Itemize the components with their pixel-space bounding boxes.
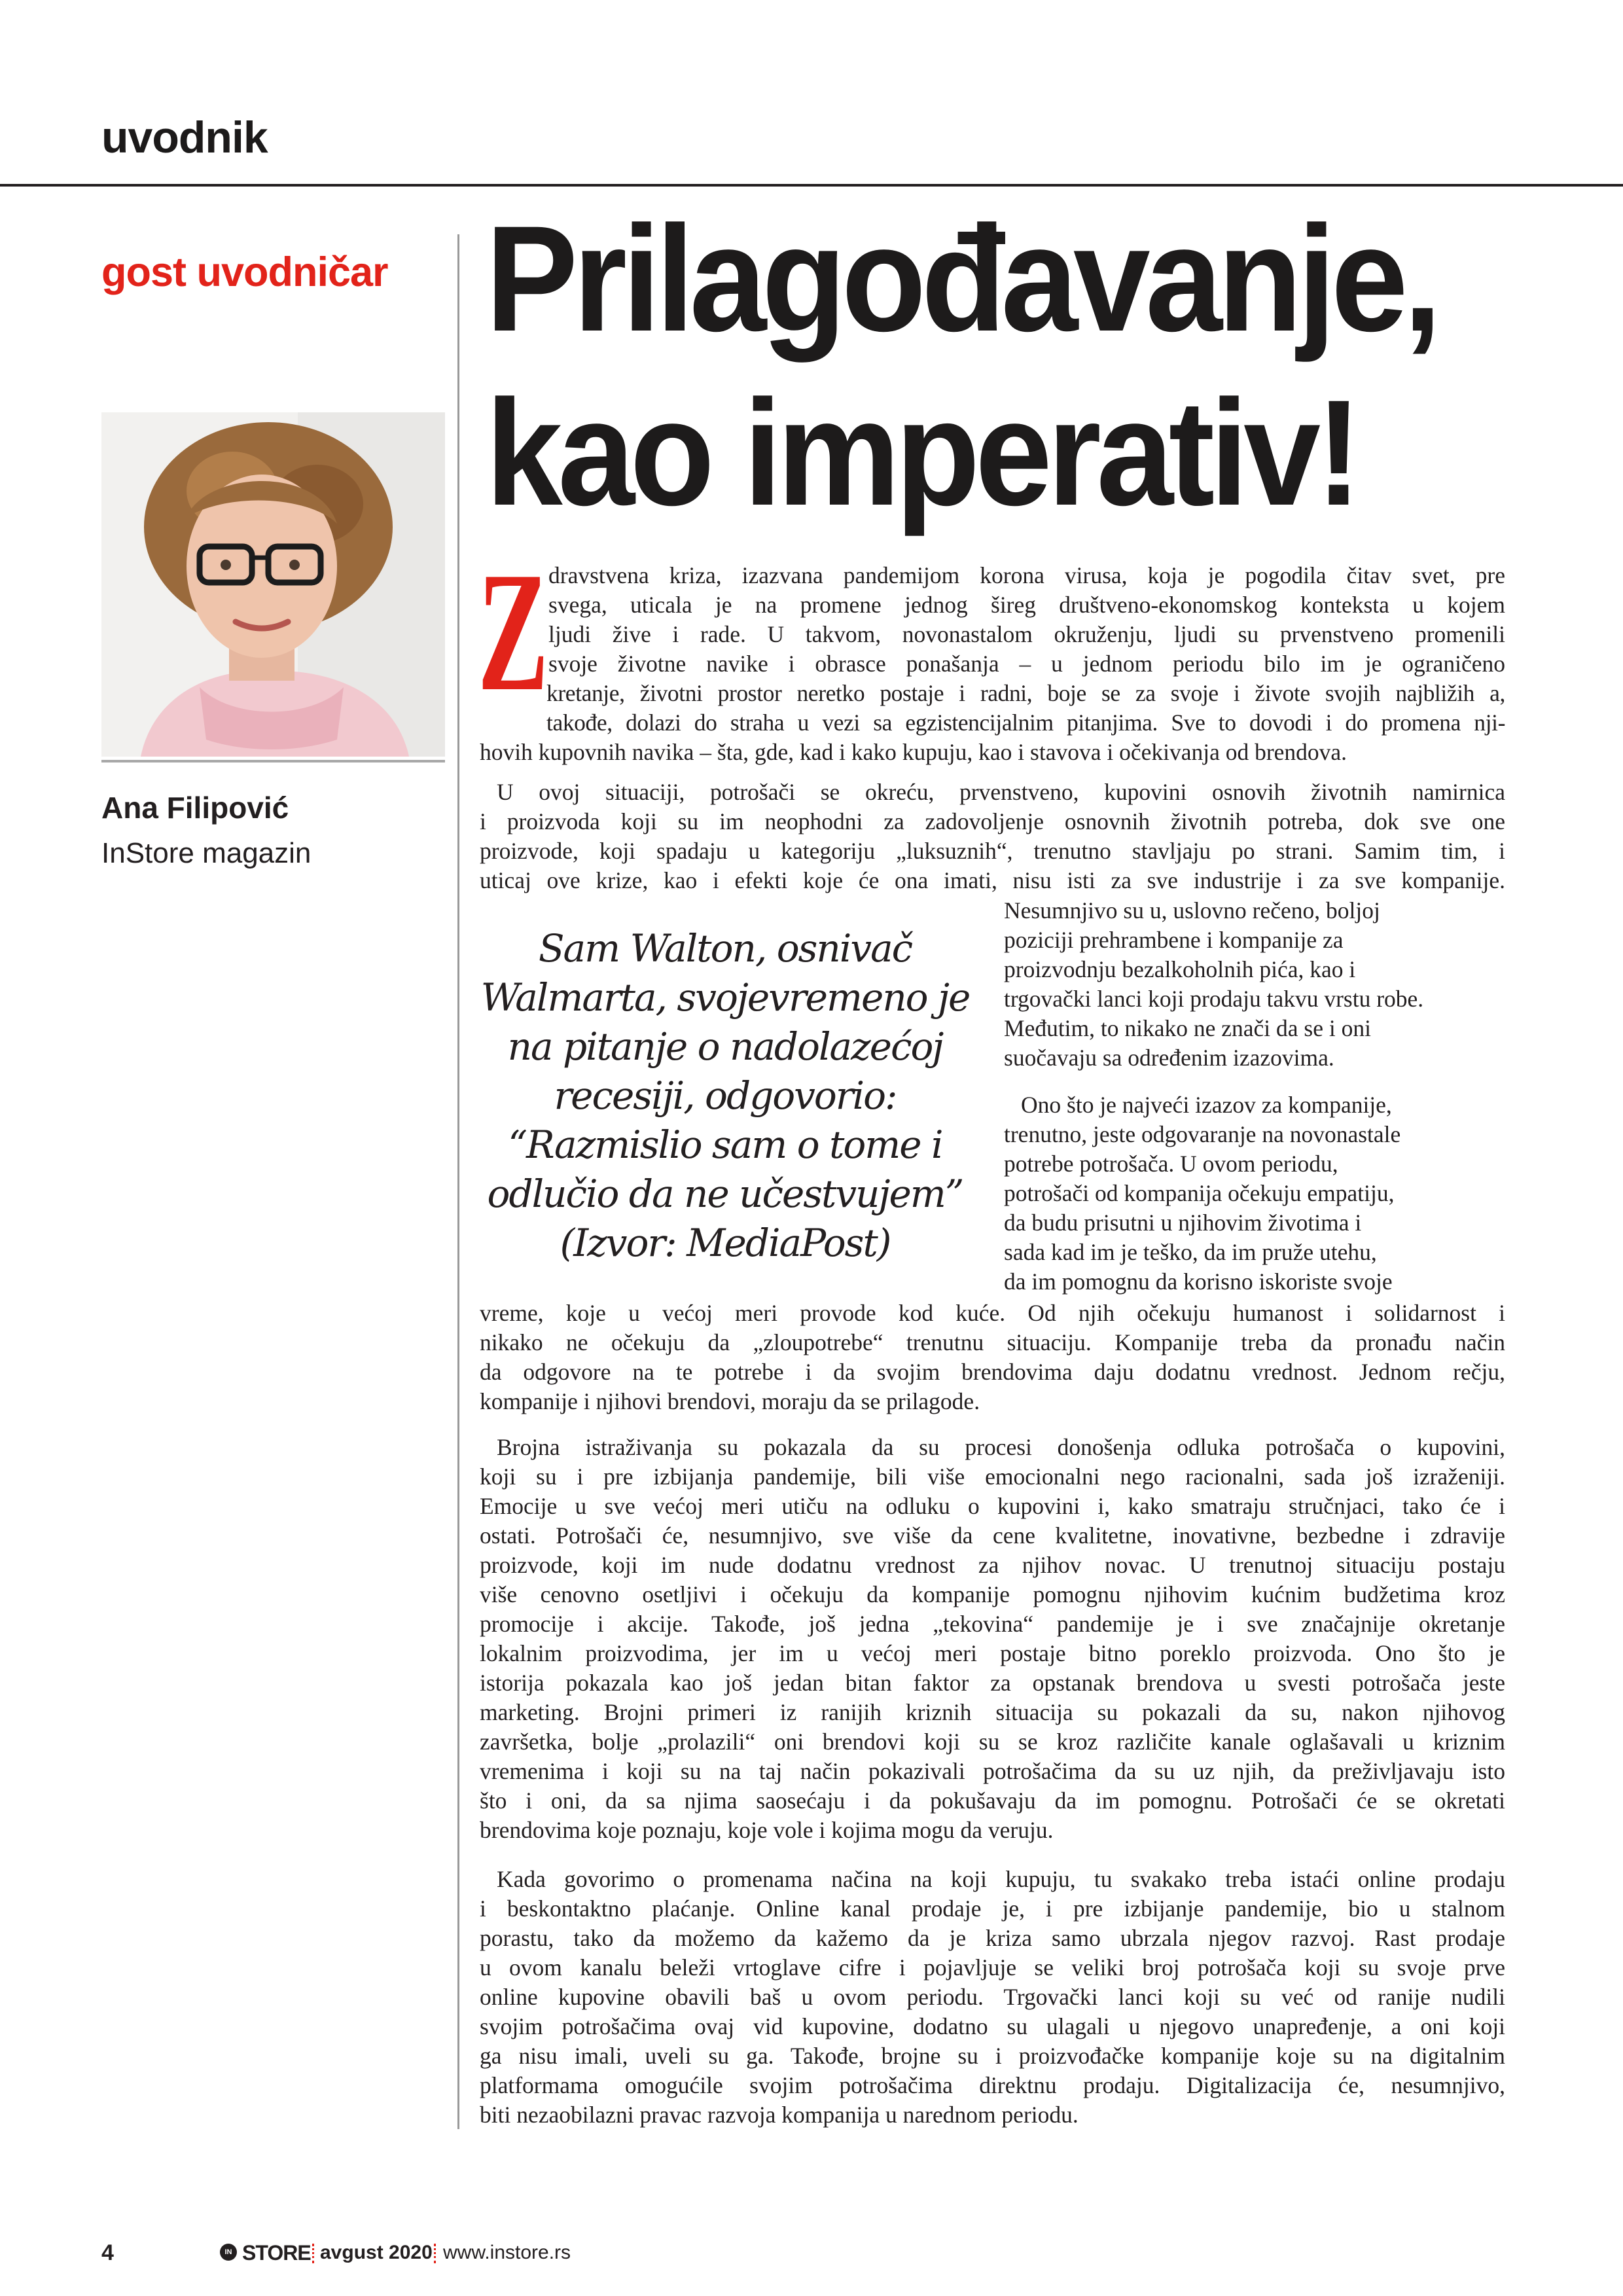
pull-quote-line: recesiji, odgovorio: — [554, 1073, 897, 1118]
pull-quote-line: Sam Walton, osnivač — [538, 926, 912, 971]
text-line: svoje životne navike i obrasce ponašanja – u jednom periodu bilo im je ograničeno — [548, 651, 1505, 677]
paragraph-block — [480, 1433, 1505, 1845]
pull-quote — [480, 924, 971, 1268]
pull-quote-line: (Izvor: MediaPost) — [560, 1221, 891, 1265]
author-organization: InStore magazin — [101, 837, 312, 869]
text-line: platformama omogućile svojim potrošačima direktnu prodaju. Digitalizacija će, nesumnjivo, — [480, 2072, 1505, 2098]
text-line: dravstvena kriza, izazvana pandemijom korona virusa, koja je pogodila čitav svet, pre — [548, 562, 1505, 588]
text-line: porastu, tako da možemo da kažemo da je kriza samo ubrzala njegov razvoj. Rast prodaje — [480, 1925, 1505, 1951]
guest-editor-label: gost uvodničar — [101, 249, 388, 295]
text-line: da odgovore na te potrebe i da svojim brendovima daju dodatnu vrednost. Jednom rečju, — [480, 1359, 1505, 1385]
paragraph-block — [1004, 896, 1508, 1073]
text-line: da im pomognu da korisno iskoriste svoje — [1004, 1268, 1393, 1295]
paragraph-block — [1004, 1090, 1508, 1297]
text-line: Međutim, to nikako ne znači da se i oni — [1004, 1015, 1371, 1041]
paragraph-block — [480, 561, 1505, 767]
text-line: završetka, bolje „prolazili“ oni brendovi koji su se kroz različite kanale oglašavali u kriznim — [480, 1729, 1505, 1755]
text-line: više cenovno osetljivi i očekuju da kompanije pomognu njihovim kućnim budžetima kroz — [480, 1581, 1505, 1607]
text-line: Kada govorimo o promenama načina na koji kupuju, tu svakako treba istaći online prodaju — [497, 1866, 1505, 1892]
text-line: sada kad im je teško, da im pruže utehu, — [1004, 1239, 1377, 1265]
text-line: koji su i pre izbijanja pandemije, bili više emocionalni nego racionalni, sada još izraženiji. — [480, 1463, 1505, 1490]
article-title — [486, 192, 1437, 540]
text-line: ostati. Potrošači će, nesumnjivo, sve više da cene kvalitetne, inovativne, bezbedne i zdravije — [480, 1522, 1505, 1549]
text-line: u ovom kanalu beleži vrtoglave cifre i pojavljuje se veliki broj potrošača koji su svoje prve — [480, 1954, 1505, 1981]
text-line: trenutno, jeste odgovaranje na novonastale — [1004, 1121, 1401, 1147]
magazine-logo-text: STORE — [242, 2241, 311, 2265]
author-photo — [101, 412, 445, 757]
text-line: proizvode, koji im nude dodatnu vrednost za njihov novac. U trenutnoj situaciju postaju — [480, 1552, 1505, 1578]
text-line: Emocije u sve većoj meri utiču na odluku o kupovini i, kako smatraju stručnjaci, tako će i — [480, 1493, 1505, 1519]
text-line: svega, uticala je na promene jednog šireg društveno-ekonomskog konteksta u kojem — [548, 592, 1505, 618]
issue-date: avgust 2020 — [320, 2242, 433, 2263]
drop-cap: Z — [478, 537, 549, 726]
text-line: vremenima i koji su na taj način pokazivali potrošačima da su uz njih, da preživljavaju isto — [480, 1758, 1505, 1784]
text-line: kretanje, životni prostor neretko postaje i radni, boje se za svoje i živote svojih najbližih a, — [546, 680, 1505, 706]
column-divider — [457, 234, 459, 2129]
text-line: proizvode, koji spadaju u kategoriju „luksuznih“, trenutno stavljaju po strani. Samim tim, i — [480, 838, 1505, 864]
text-line: proizvodnju bezalkoholnih pića, kao i — [1004, 956, 1356, 982]
text-line: lokalnim proizvodima, jer im u većoj meri postaje bitno poreklo proizvoda. Ono što je — [480, 1640, 1505, 1666]
title-line: kao imperativ! — [486, 368, 1357, 537]
pull-quote-line: na pitanje o nadolazećoj — [507, 1024, 943, 1069]
text-line: uticaj ove krize, kao i efekti koje će ona imati, nisu isti za sve industrije i za sve kompanije. — [480, 867, 1505, 893]
text-line: Brojna istraživanja su pokazala da su procesi donošenja odluka potrošača o kupovini, — [497, 1434, 1505, 1460]
footer-separator — [312, 2244, 314, 2263]
page-footer — [101, 2238, 690, 2267]
text-line: i proizvoda koji su im neophodni za zadovoljenje osnovnih životnih potreba, dok sve one — [480, 808, 1505, 834]
page-number: 4 — [101, 2240, 114, 2265]
text-line: kompanije i njihovi brendovi, moraju da se prilagode. — [480, 1388, 980, 1414]
text-line: potrebe potrošača. U ovom periodu, — [1004, 1151, 1338, 1177]
text-line: hovih kupovnih navika – šta, gde, kad i kako kupuju, kao i stavova i očekivanja od brendova. — [480, 739, 1347, 765]
text-line: Ono što je najveći izazov za kompanije, — [1021, 1092, 1392, 1118]
pull-quote-line: Walmarta, svojevremeno je — [480, 975, 970, 1020]
text-line: marketing. Brojni primeri iz ranijih kriznih situacija su pokazali da su, nakon njihovog — [480, 1699, 1505, 1725]
text-line: Nesumnjivo su u, uslovno rečeno, boljoj — [1004, 897, 1380, 924]
paragraph-block — [480, 1299, 1505, 1416]
pull-quote-line: odlučio da ne učestvujem” — [487, 1172, 963, 1216]
text-line: svojim potrošačima ovaj vid kupovine, dodatno su ulagali u njegovo unapređenje, a oni koji — [480, 2013, 1505, 2039]
text-line: biti nezaobilazni pravac razvoja kompanija u narednom periodu. — [480, 2102, 1079, 2128]
title-line: Prilagođavanje, — [486, 194, 1437, 363]
section-label: uvodnik — [101, 113, 268, 162]
text-line: što i oni, da sa njima saosećaju i da pokušavaju da im pomognu. Potrošači će se okretati — [480, 1787, 1505, 1814]
text-line: poziciji prehrambene i kompanije za — [1004, 927, 1344, 953]
instore-logo-icon: IN — [220, 2244, 237, 2261]
footer-separator — [434, 2244, 436, 2263]
text-line: ga nisu imali, uveli su ga. Takođe, brojne su i proizvođačke kompanije koje su na digitalnim — [480, 2043, 1505, 2069]
text-line: potrošači od kompanija očekuju empatiju, — [1004, 1180, 1395, 1206]
text-line: brendovima koje poznaju, koje vole i kojima mogu da veruju. — [480, 1817, 1054, 1843]
text-line: ljudi žive i rade. U takvom, novonastalom okruženju, ljudi su prvenstveno promenili — [548, 621, 1505, 647]
text-line: takođe, dolazi do straha u vezi sa egzistencijalnim pitanjima. Sve to dovodi i do promena nji- — [546, 709, 1505, 736]
text-line: U ovoj situaciji, potrošači se okreću, prvenstveno, kupovini osnovih životnih namirnica — [497, 779, 1505, 805]
text-line: suočavaju sa određenim izazovima. — [1004, 1045, 1334, 1071]
paragraph-block — [480, 778, 1505, 895]
text-line: i beskontaktno plaćanje. Online kanal prodaje je, i pre izbijanje pandemije, bio u stalnom — [480, 1895, 1505, 1922]
header-divider — [0, 184, 1623, 187]
text-line: istorija pokazala kao još jedan bitan faktor za opstanak brendova u svesti potrošača jeste — [480, 1670, 1505, 1696]
text-line: promocije i akcije. Takođe, još jedna „tekovina“ pandemije je i sve značajnije okretanje — [480, 1611, 1505, 1637]
text-line: da budu prisutni u njihovim životima i — [1004, 1210, 1362, 1236]
text-line: nikako ne očekuju da „zloupotrebe“ trenutnu situaciju. Kompanije treba da pronađu način — [480, 1329, 1505, 1355]
text-line: trgovački lanci koji prodaju takvu vrstu robe. — [1004, 986, 1424, 1012]
photo-divider — [101, 760, 445, 762]
pull-quote-line: “Razmislio sam o tome i — [508, 1122, 942, 1167]
author-name: Ana Filipović — [101, 791, 289, 825]
text-line: online kupovine obavili baš u ovom periodu. Trgovački lanci koji su već od ranije nudili — [480, 1984, 1505, 2010]
paragraph-block — [480, 1865, 1505, 2130]
text-line: vreme, koje u većoj meri provode kod kuće. Od njih očekuju humanost i solidarnost i — [480, 1300, 1505, 1326]
website-link[interactable]: www.instore.rs — [443, 2242, 571, 2263]
